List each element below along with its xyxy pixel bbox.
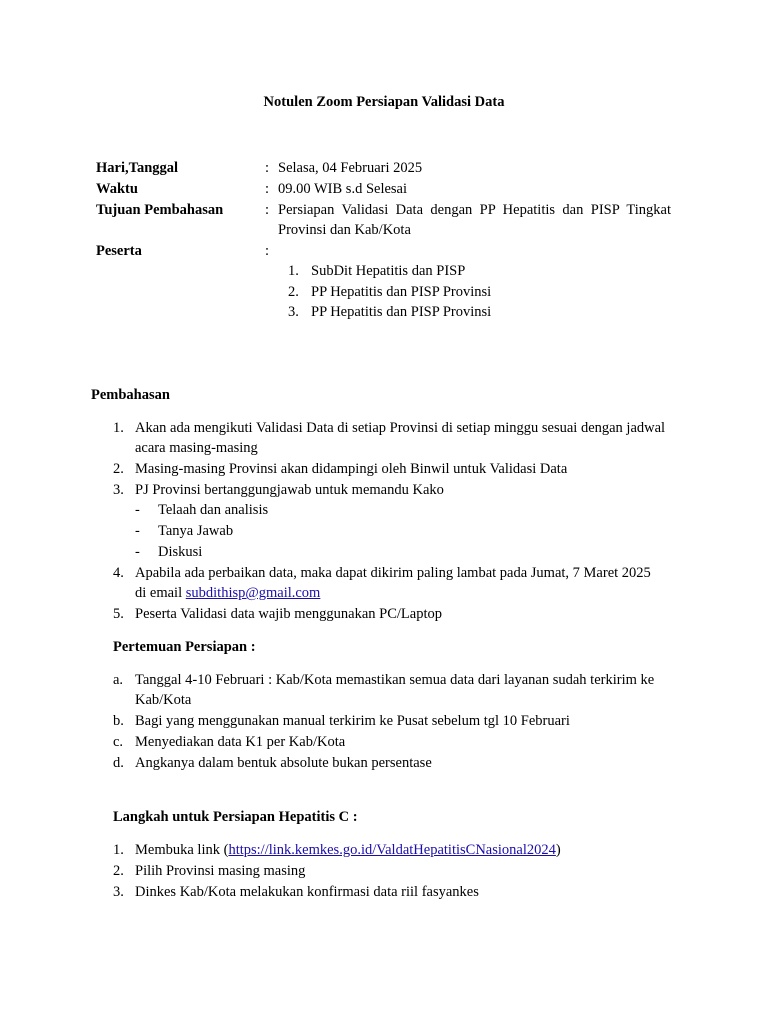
- list-number: 5.: [113, 606, 124, 622]
- dash-bullet: -: [135, 544, 140, 560]
- link-suffix: ): [555, 842, 561, 858]
- list-number: 4.: [113, 565, 124, 581]
- list-letter: c.: [113, 734, 124, 750]
- pembahasan-item-1-line2: acara masing-masing: [135, 440, 258, 456]
- sub-item: Diskusi: [158, 544, 203, 560]
- pembahasan-item-2: Masing-masing Provinsi akan didampingi oleh Binwil untuk Validasi Data: [135, 461, 568, 477]
- langkah-item-2: Pilih Provinsi masing masing: [135, 863, 306, 879]
- colon: :: [265, 202, 270, 218]
- colon: :: [265, 181, 270, 197]
- waktu-label: Waktu: [96, 181, 138, 197]
- list-number: 3.: [113, 884, 124, 900]
- peserta-num: 2.: [288, 284, 299, 300]
- langkah-heading: Langkah untuk Persiapan Hepatitis C :: [113, 809, 358, 825]
- list-number: 1.: [113, 842, 124, 858]
- hari-tanggal-label: Hari,Tanggal: [96, 160, 179, 176]
- pembahasan-item-4-line1: Apabila ada perbaikan data, maka dapat dikirim paling lambat pada Jumat, 7 Maret 2025: [135, 565, 651, 581]
- pembahasan-item-1-line1: Akan ada mengikuti Validasi Data di setiap Provinsi di setiap minggu sesuai dengan jadwal: [135, 420, 666, 436]
- validasi-link[interactable]: https://link.kemkes.go.id/ValdatHepatitisCNasional2024: [228, 842, 556, 858]
- list-letter: b.: [113, 713, 124, 729]
- document-title: Notulen Zoom Persiapan Validasi Data: [263, 94, 505, 110]
- peserta-label: Peserta: [96, 243, 142, 259]
- colon: :: [265, 243, 270, 259]
- pertemuan-item-a-line1: Tanggal 4-10 Februari : Kab/Kota memastikan semua data dari layanan sudah terkirim ke: [135, 672, 655, 688]
- sub-item: Tanya Jawab: [158, 523, 234, 539]
- tujuan-value-line2: Provinsi dan Kab/Kota: [278, 222, 411, 238]
- peserta-item: PP Hepatitis dan PISP Provinsi: [311, 304, 492, 320]
- peserta-item: PP Hepatitis dan PISP Provinsi: [311, 284, 492, 300]
- langkah-item-3: Dinkes Kab/Kota melakukan konfirmasi data riil fasyankes: [135, 884, 479, 900]
- peserta-num: 3.: [288, 304, 299, 320]
- pertemuan-item-a-line2: Kab/Kota: [135, 692, 192, 708]
- list-letter: a.: [113, 672, 124, 688]
- tujuan-label: Tujuan Pembahasan: [96, 202, 224, 218]
- link-prefix: Membuka link (: [135, 842, 229, 858]
- dash-bullet: -: [135, 523, 140, 539]
- pembahasan-item-5: Peserta Validasi data wajib menggunakan PC/Laptop: [135, 606, 442, 622]
- pembahasan-heading: Pembahasan: [91, 387, 170, 403]
- peserta-item: SubDit Hepatitis dan PISP: [311, 263, 466, 279]
- langkah-item-1: [135, 840, 561, 861]
- waktu-value: 09.00 WIB s.d Selesai: [278, 181, 408, 197]
- list-number: 3.: [113, 482, 124, 498]
- pembahasan-item-3: PJ Provinsi bertanggungjawab untuk memandu Kako: [135, 482, 444, 498]
- dash-bullet: -: [135, 502, 140, 518]
- sub-item: Telaah dan analisis: [158, 502, 269, 518]
- pertemuan-item-b: Bagi yang menggunakan manual terkirim ke Pusat sebelum tgl 10 Februari: [135, 713, 570, 729]
- pertemuan-item-d: Angkanya dalam bentuk absolute bukan persentase: [135, 755, 432, 771]
- colon: :: [265, 160, 270, 176]
- hari-tanggal-value: Selasa, 04 Februari 2025: [278, 160, 423, 176]
- list-number: 1.: [113, 420, 124, 436]
- list-number: 2.: [113, 863, 124, 879]
- email-link[interactable]: subdithisp@gmail.com: [185, 585, 321, 601]
- pertemuan-item-c: Menyediakan data K1 per Kab/Kota: [135, 734, 346, 750]
- list-number: 2.: [113, 461, 124, 477]
- peserta-num: 1.: [288, 263, 299, 279]
- tujuan-value-line1: Persiapan Validasi Data dengan PP Hepatitis dan PISP Tingkat: [278, 202, 671, 218]
- list-letter: d.: [113, 755, 124, 771]
- pembahasan-item-4-line2: [135, 583, 320, 604]
- email-prefix: di email: [135, 585, 186, 601]
- pertemuan-heading: Pertemuan Persiapan :: [113, 639, 256, 655]
